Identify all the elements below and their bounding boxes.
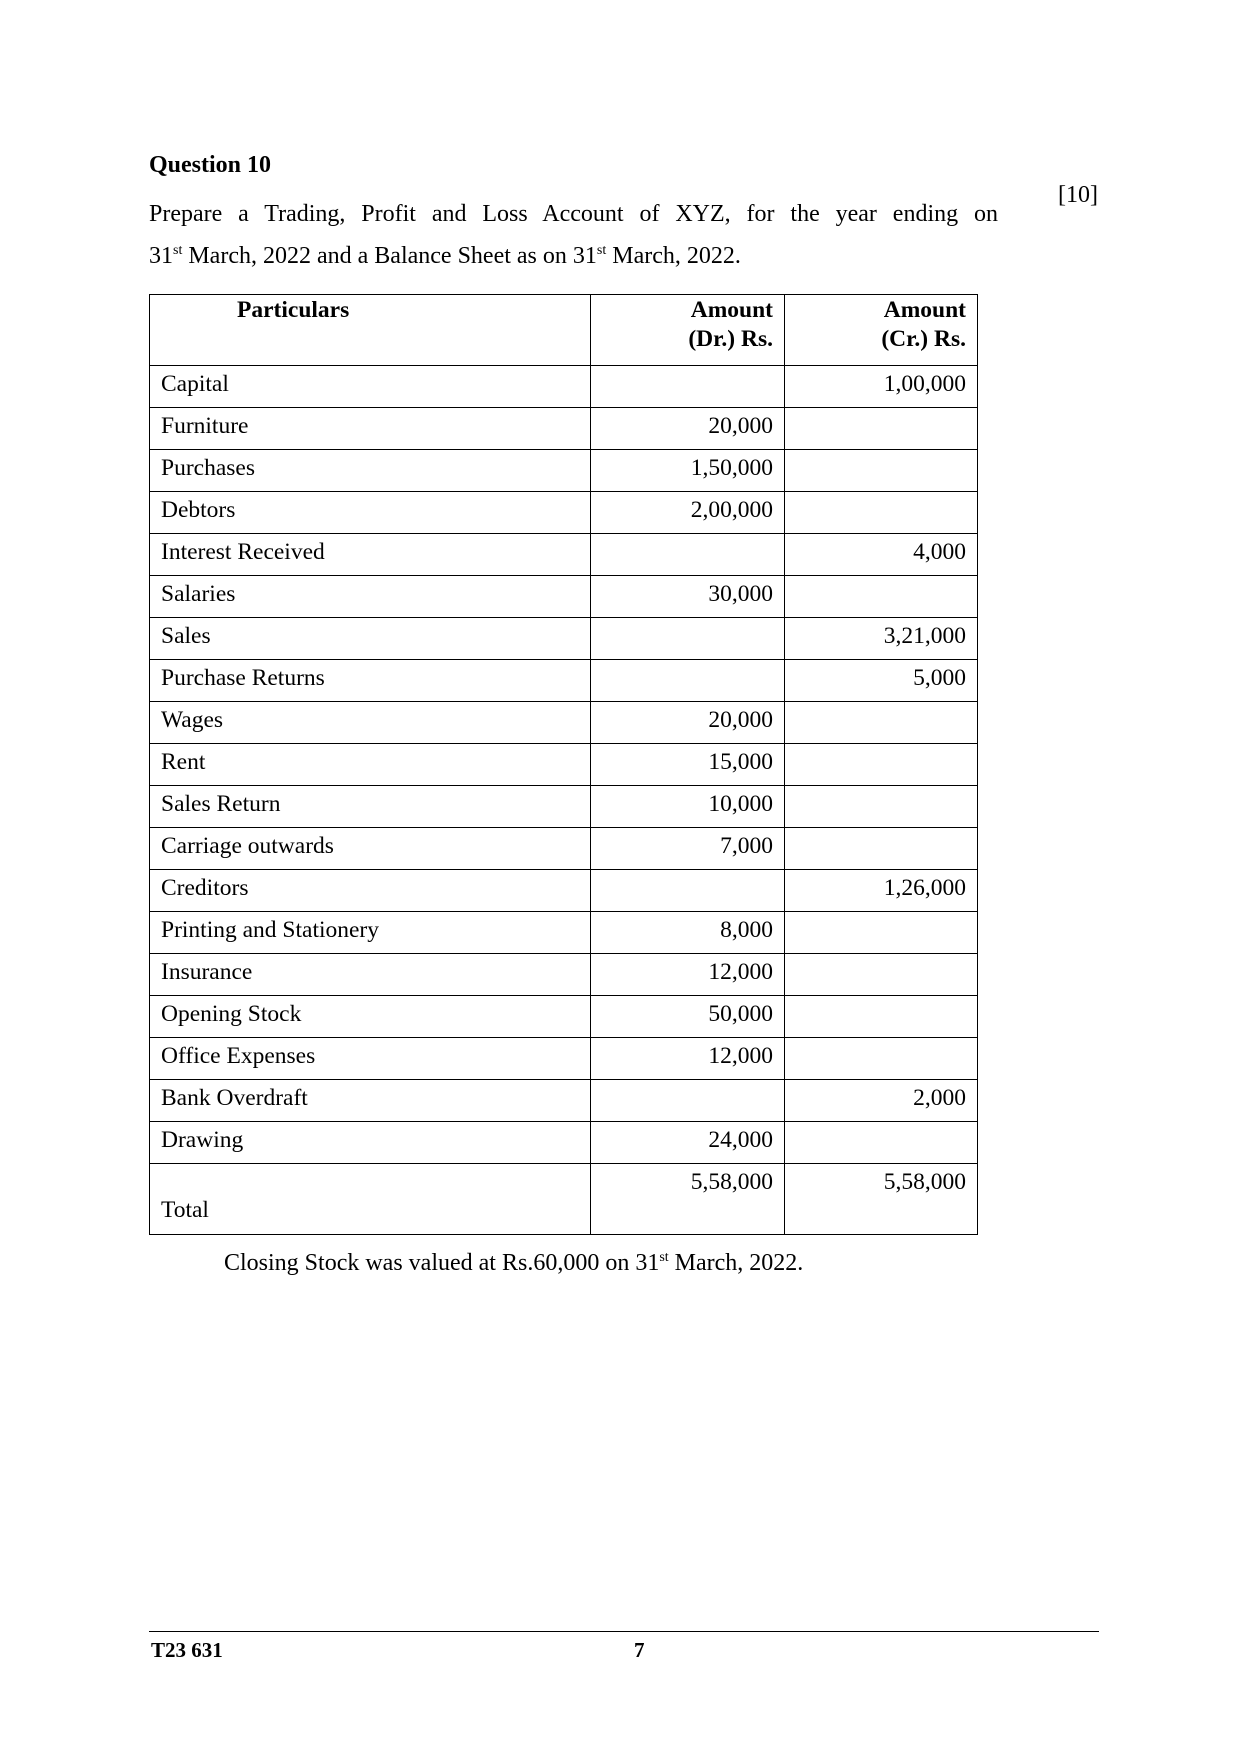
cell-amount-dr: 2,00,000 [591, 492, 785, 534]
cell-amount-cr [785, 912, 978, 954]
header-particulars: Particulars [150, 295, 591, 366]
cell-particular: Capital [150, 366, 591, 408]
cell-amount-cr [785, 1122, 978, 1164]
cell-amount-dr: 7,000 [591, 828, 785, 870]
total-row [150, 1164, 978, 1235]
cell-particular: Wages [150, 702, 591, 744]
table-row [150, 492, 978, 534]
cell-amount-cr: 2,000 [785, 1080, 978, 1122]
question-date-suffix: st [173, 243, 183, 258]
cell-amount-cr [785, 786, 978, 828]
cell-amount-dr: 1,50,000 [591, 450, 785, 492]
question-text [149, 193, 998, 277]
note-date-suffix: st [659, 1250, 669, 1265]
cell-amount-dr [591, 534, 785, 576]
table-row [150, 828, 978, 870]
table-row [150, 408, 978, 450]
table-row [150, 1038, 978, 1080]
cell-amount-cr: 1,00,000 [785, 366, 978, 408]
note-text-end: March, 2022. [668, 1250, 804, 1276]
footer-divider [149, 1631, 1099, 1632]
cell-amount-dr: 50,000 [591, 996, 785, 1038]
cell-amount-dr [591, 660, 785, 702]
cell-particular: Insurance [150, 954, 591, 996]
cell-amount-cr [785, 744, 978, 786]
table-row [150, 660, 978, 702]
cell-amount-cr [785, 408, 978, 450]
cell-amount-cr: 4,000 [785, 534, 978, 576]
cell-particular: Debtors [150, 492, 591, 534]
cell-amount-dr: 12,000 [591, 954, 785, 996]
table-body [150, 366, 978, 1164]
cell-particular: Opening Stock [150, 996, 591, 1038]
header-amount-dr-line2: (Dr.) Rs. [688, 326, 773, 352]
cell-amount-dr [591, 870, 785, 912]
table-row [150, 912, 978, 954]
header-amount-cr-line1: Amount [883, 297, 966, 323]
header-amount-dr [591, 295, 785, 366]
cell-particular: Purchases [150, 450, 591, 492]
question-text-end: March, 2022. [606, 243, 741, 269]
cell-amount-dr: 12,000 [591, 1038, 785, 1080]
cell-particular: Creditors [150, 870, 591, 912]
cell-particular: Sales [150, 618, 591, 660]
table-header-row [150, 295, 978, 366]
table-row [150, 954, 978, 996]
total-dr: 5,58,000 [591, 1164, 785, 1235]
cell-particular: Office Expenses [150, 1038, 591, 1080]
cell-particular: Rent [150, 744, 591, 786]
total-cr: 5,58,000 [785, 1164, 978, 1235]
cell-amount-dr: 15,000 [591, 744, 785, 786]
cell-particular: Interest Received [150, 534, 591, 576]
table-row [150, 996, 978, 1038]
cell-amount-cr [785, 1038, 978, 1080]
cell-amount-cr [785, 828, 978, 870]
question-date-day: 31 [149, 243, 173, 269]
table-row [150, 1122, 978, 1164]
cell-particular: Sales Return [150, 786, 591, 828]
question-text-line2 [149, 235, 998, 277]
total-label: Total [150, 1164, 591, 1235]
cell-amount-dr: 20,000 [591, 408, 785, 450]
cell-amount-cr [785, 576, 978, 618]
cell-amount-cr: 1,26,000 [785, 870, 978, 912]
cell-particular: Furniture [150, 408, 591, 450]
cell-particular: Printing and Stationery [150, 912, 591, 954]
cell-particular: Carriage outwards [150, 828, 591, 870]
table-row [150, 870, 978, 912]
cell-amount-cr [785, 492, 978, 534]
closing-stock-note [224, 1248, 803, 1278]
question-date-suffix-2: st [596, 243, 607, 258]
cell-amount-dr [591, 366, 785, 408]
cell-amount-dr [591, 1080, 785, 1122]
table-row [150, 576, 978, 618]
table-row [150, 744, 978, 786]
cell-particular: Salaries [150, 576, 591, 618]
cell-particular: Drawing [150, 1122, 591, 1164]
cell-amount-dr: 30,000 [591, 576, 785, 618]
cell-particular: Bank Overdraft [150, 1080, 591, 1122]
table-row [150, 618, 978, 660]
table-row [150, 450, 978, 492]
note-text: Closing Stock was valued at Rs.60,000 on 31 [224, 1250, 660, 1276]
cell-amount-cr: 3,21,000 [785, 618, 978, 660]
question-marks: [10] [1058, 182, 1098, 208]
page-number: 7 [634, 1638, 645, 1662]
header-amount-cr [785, 295, 978, 366]
table-row [150, 366, 978, 408]
cell-amount-dr: 20,000 [591, 702, 785, 744]
cell-amount-dr: 8,000 [591, 912, 785, 954]
table-row [150, 786, 978, 828]
cell-amount-cr: 5,000 [785, 660, 978, 702]
trial-balance-table [149, 294, 978, 1235]
cell-amount-dr: 10,000 [591, 786, 785, 828]
table-row [150, 702, 978, 744]
header-amount-dr-line1: Amount [690, 297, 773, 323]
paper-code: T23 631 [151, 1638, 223, 1662]
cell-amount-cr [785, 702, 978, 744]
cell-amount-dr: 24,000 [591, 1122, 785, 1164]
question-text-mid: March, 2022 and a Balance Sheet as on 31 [182, 243, 597, 269]
question-text-line1: Prepare a Trading, Profit and Loss Account of XYZ, for the year ending on [149, 201, 998, 227]
cell-amount-dr [591, 618, 785, 660]
question-title: Question 10 [149, 152, 272, 178]
cell-amount-cr [785, 450, 978, 492]
header-amount-cr-line2: (Cr.) Rs. [881, 326, 966, 352]
cell-amount-cr [785, 954, 978, 996]
cell-amount-cr [785, 996, 978, 1038]
table-row [150, 1080, 978, 1122]
cell-particular: Purchase Returns [150, 660, 591, 702]
table-row [150, 534, 978, 576]
